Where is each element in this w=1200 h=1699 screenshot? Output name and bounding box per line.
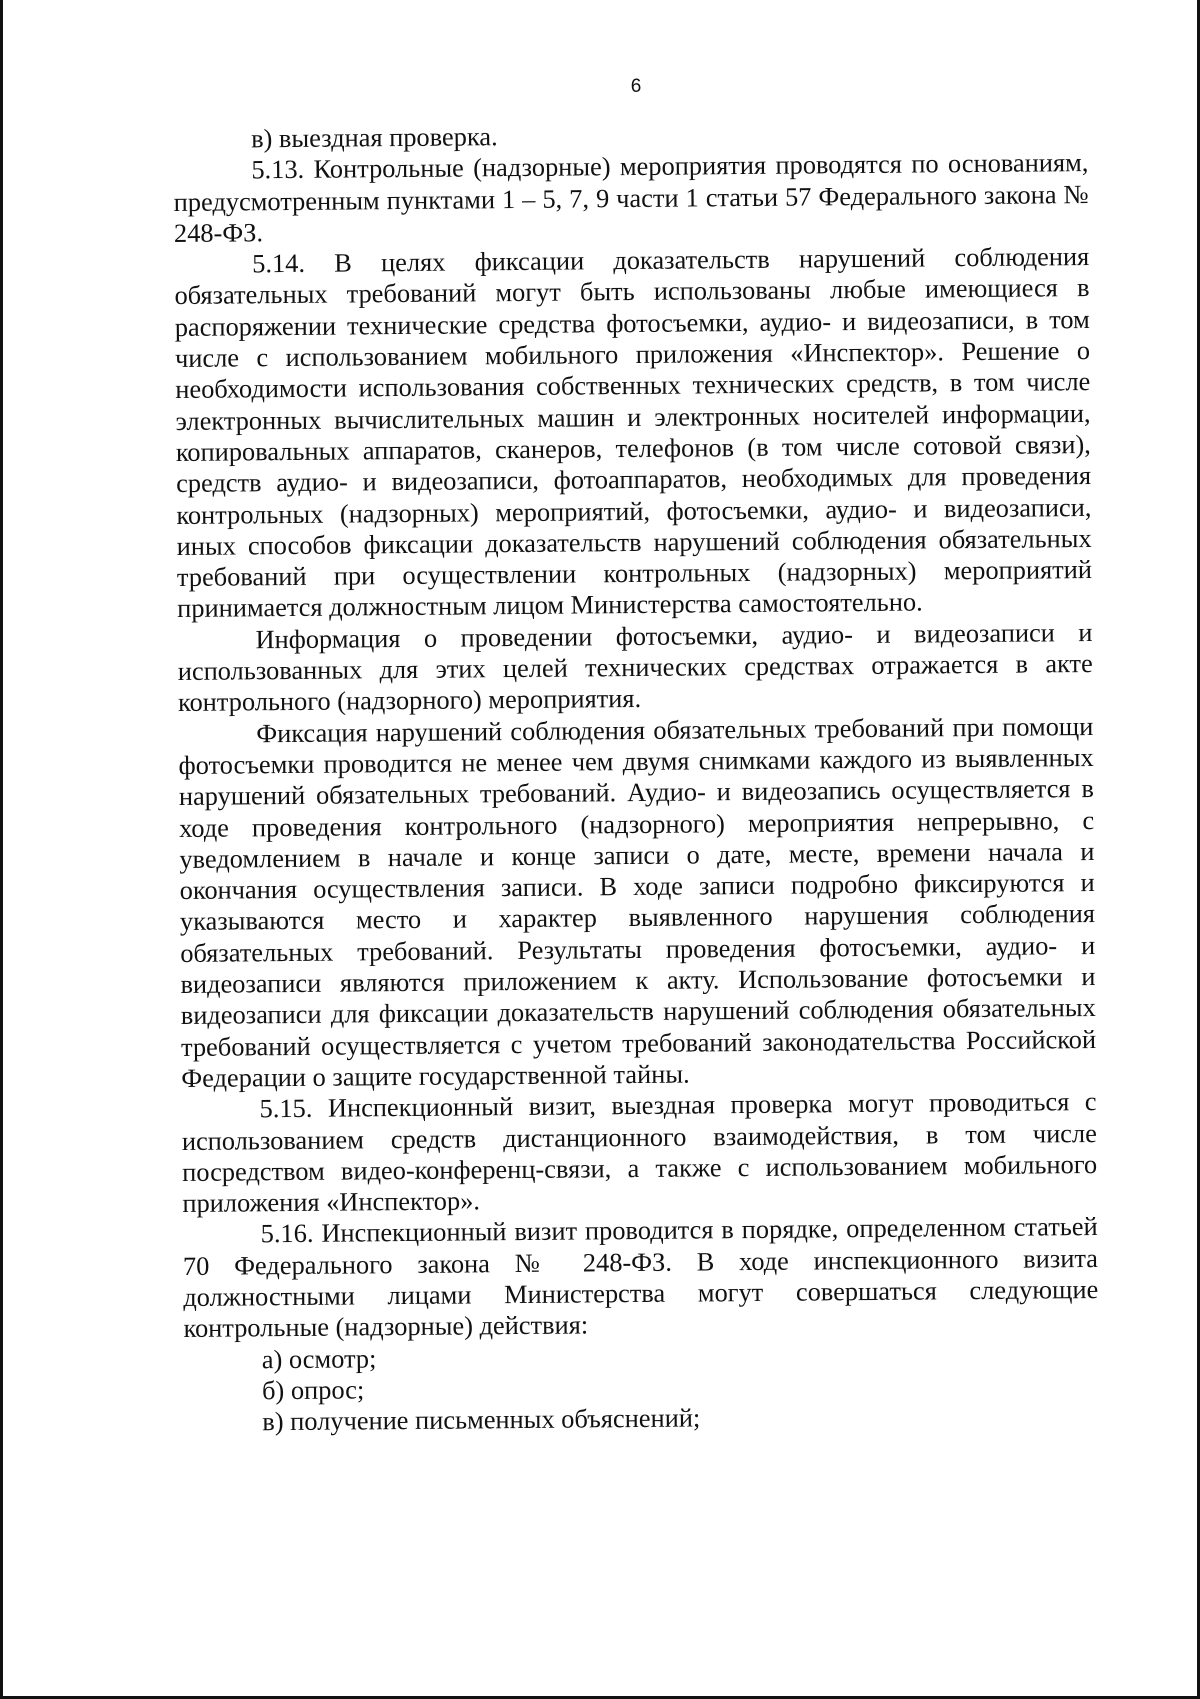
- paragraph-photo-info: Информация о проведении фотосъемки, аудио- и видеозаписи и использованных для этих целей технических средствах отражается в акте контрольного (надзорного) мероприятия.: [177, 616, 1093, 718]
- list-item-v: в) получение письменных объяснений;: [262, 1402, 701, 1437]
- list-item-a: а) осмотр;: [261, 1342, 377, 1374]
- paragraph-fixation: Фиксация нарушений соблюдения обязательных требований при помощи фотосъемки проводится не менее чем двумя снимками каждого из выявленных нарушений обязательных требований. Аудио- и видеозапись осуществляется в ходе проведения контрольного (надзорного) мероприятия непрерывно, с уведомлением в начале и конце записи о дате, месте, времени начала и окончания осуществления записи. В ходе записи подробно фиксируются и указываются место и характер выявленного нарушения соблюдения обязательных требований. Результаты проведения фотосъемки, аудио- и видеозаписи являются приложением к акту. Использование фотосъемки и видеозаписи для фиксации доказательств нарушений соблюдения обязательных требований осуществляется с учетом требований законодательства Российской Федерации о защите государственной тайны.: [178, 710, 1097, 1093]
- list-item-b: б) опрос;: [261, 1374, 365, 1406]
- paragraph-5-13: 5.13. Контрольные (надзорные) мероприятия проводятся по основаниям, предусмотренным пунктами 1 – 5, 7, 9 части 1 статьи 57 Федерального закона № 248-ФЗ.: [173, 147, 1089, 248]
- paragraph-5-16: 5.16. Инспекционный визит проводится в порядке, определенном статьей 70 Федерального закона № 248-ФЗ. В ходе инспекционного визита должностными лицами Министерства могут совершаться следующие контрольные (надзорные) действия:: [182, 1211, 1099, 1344]
- page-number: 6: [630, 76, 642, 97]
- document-body: [173, 116, 1099, 1438]
- paragraph-item-v-vyezdnaya: в) выездная проверка.: [250, 121, 498, 154]
- paragraph-5-14: 5.14. В целях фиксации доказательств нарушений соблюдения обязательных требований могут быть использованы любые имеющиеся в распоряжении технические средства фотосъемки, аудио- и видеозаписи, в том числе с использованием мобильного приложения «Инспектор». Решение о необходимости использования собственных технических средств, в том числе электронных вычислительных машин и электронных носителей информации, копировальных аппаратов, сканеров, телефонов (в том числе сотовой связи), средств аудио- и видеозаписи, фотоаппаратов, необходимых для проведения контрольных (надзорных) мероприятий, фотосъемки, аудио- и видеозаписи, иных способов фиксации доказательств нарушений соблюдения обязательных требований при осуществлении контрольных (надзорных) мероприятий принимается должностным лицом Министерства самостоятельно.: [174, 241, 1093, 624]
- paragraph-5-15: 5.15. Инспекционный визит, выездная проверка могут проводиться с использованием средств дистанционного взаимодействия, в том числе посредством видео-конференц-связи, а также с использованием мобильного приложения «Инспектор».: [181, 1086, 1098, 1219]
